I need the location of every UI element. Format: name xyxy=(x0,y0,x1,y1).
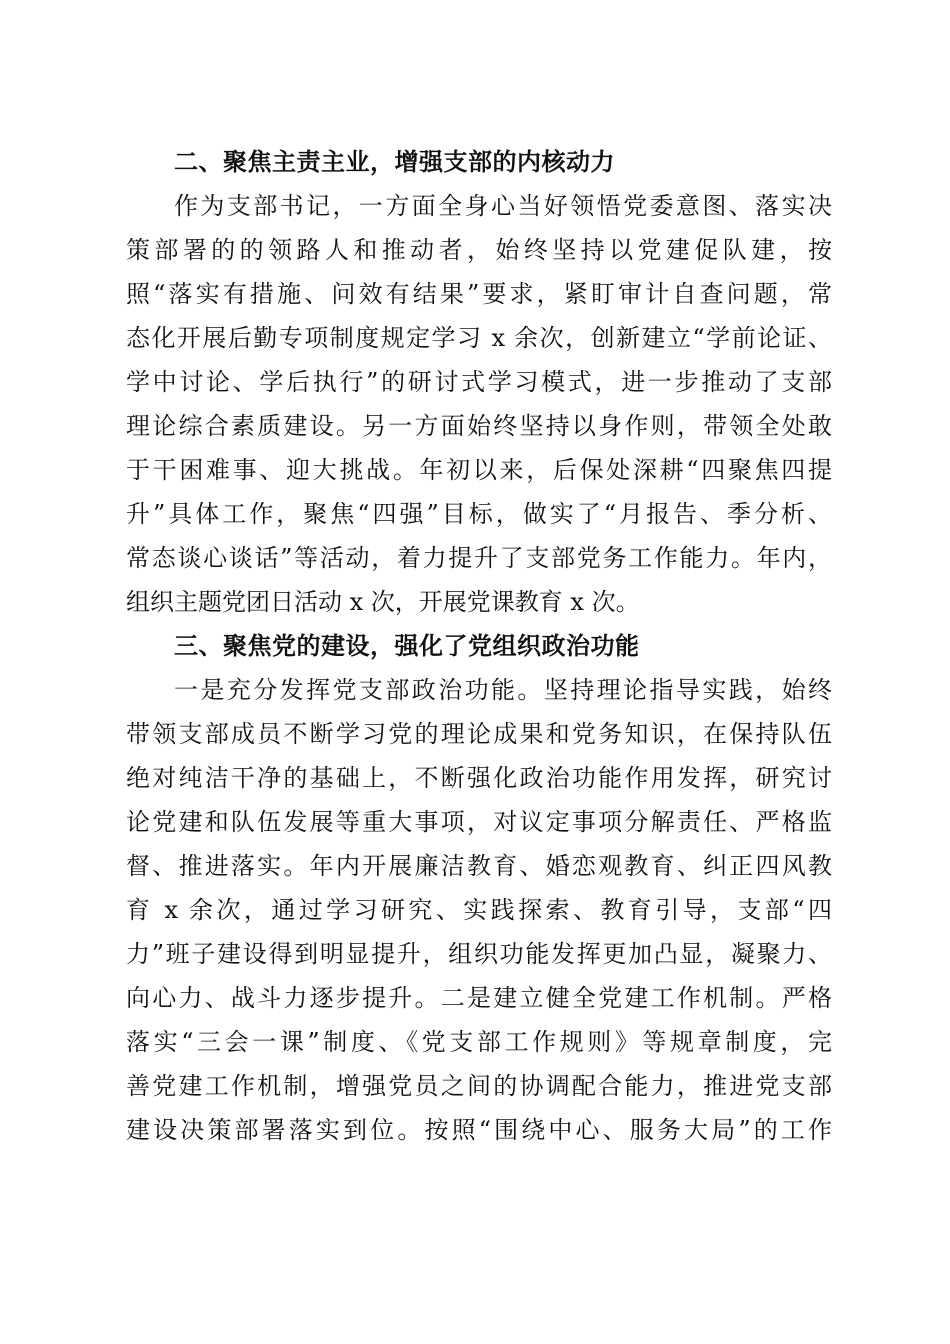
paragraph-line: 组织主题党团日活动 x 次，开展党课教育 x 次。 xyxy=(126,588,640,616)
paragraph-line: 态化开展后勤专项制度规定学习 x 余次，创新建立“学前论证、 xyxy=(126,324,832,352)
section-3-paragraph xyxy=(126,668,832,1152)
paragraph-line: 常态谈心谈话”等活动，着力提升了支部党务工作能力。年内， xyxy=(126,544,832,572)
paragraph-line: 带领支部成员不断学习党的理论成果和党务知识，在保持队伍 xyxy=(126,720,832,748)
paragraph-line: 于干困难事、迎大挑战。年初以来，后保处深耕“四聚焦四提 xyxy=(126,456,832,484)
paragraph-line: 绝对纯洁干净的基础上，不断强化政治功能作用发挥，研究讨 xyxy=(126,764,832,792)
paragraph-line: 向心力、战斗力逐步提升。二是建立健全党建工作机制。严格 xyxy=(126,984,832,1012)
paragraph-line: 一是充分发挥党支部政治功能。坚持理论指导实践，始终 xyxy=(174,676,832,704)
paragraph-line: 落实“三会一课”制度、《党支部工作规则》等规章制度，完 xyxy=(126,1028,832,1056)
paragraph-line: 学中讨论、学后执行”的研讨式学习模式，进一步推动了支部 xyxy=(126,368,832,396)
paragraph-line: 论党建和队伍发展等重大事项，对议定事项分解责任、严格监 xyxy=(126,808,832,836)
paragraph-line: 善党建工作机制，增强党员之间的协调配合能力，推进党支部 xyxy=(126,1072,832,1100)
paragraph-line: 升”具体工作，聚焦“四强”目标，做实了“月报告、季分析、 xyxy=(126,500,832,528)
section-heading-3: 三、聚焦党的建设，强化了党组织政治功能 xyxy=(174,632,640,660)
paragraph-line: 作为支部书记，一方面全身心当好领悟党委意图、落实决 xyxy=(174,192,832,220)
paragraph-line: 力”班子建设得到明显提升，组织功能发挥更加凸显，凝聚力、 xyxy=(126,940,832,968)
section-2-paragraph xyxy=(126,184,832,624)
paragraph-line: 策部署的的领路人和推动者，始终坚持以党建促队建，按 xyxy=(126,236,832,264)
document-body xyxy=(126,140,832,1152)
paragraph-line: 照“落实有措施、问效有结果”要求，紧盯审计自查问题，常 xyxy=(126,280,832,308)
paragraph-line: 建设决策部署落实到位。按照“围绕中心、服务大局”的工作 xyxy=(126,1116,832,1144)
section-heading-2: 二、聚焦主责主业，增强支部的内核动力 xyxy=(174,148,615,176)
paragraph-line: 督、推进落实。年内开展廉洁教育、婚恋观教育、纠正四风教 xyxy=(126,852,832,880)
paragraph-line: 育 x 余次，通过学习研究、实践探索、教育引导，支部“四 xyxy=(126,896,832,924)
paragraph-line: 理论综合素质建设。另一方面始终坚持以身作则，带领全处敢 xyxy=(126,412,832,440)
